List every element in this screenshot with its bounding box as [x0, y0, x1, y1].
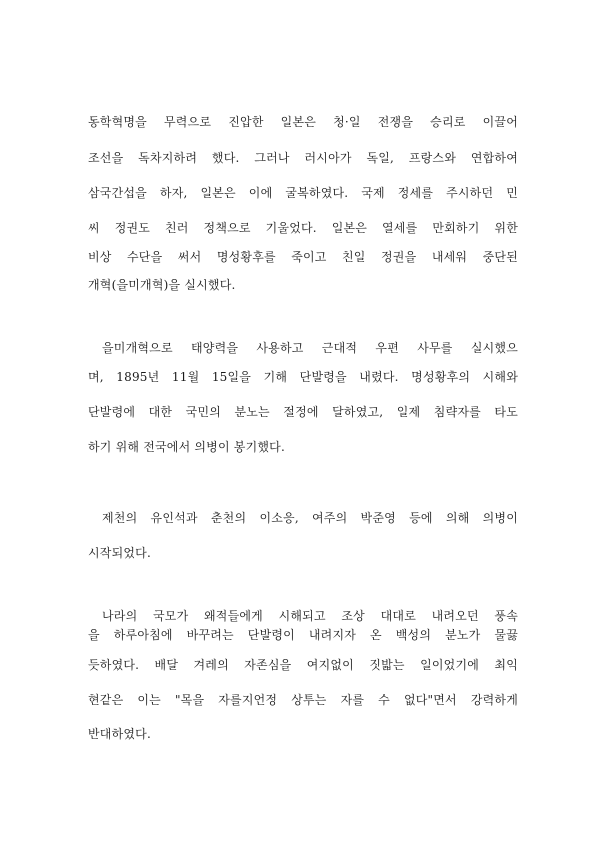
- paragraph-4-line-5: 반대하였다.: [88, 727, 151, 741]
- paragraph-4-line-2: 을 하루아침에 바꾸려는 단발령이 내려지자 온 백성의 분노가 물끓: [88, 628, 518, 642]
- paragraph-1-line-4: 씨 정권도 친러 정책으로 기울었다. 일본은 열세를 만회하기 위한: [88, 221, 518, 235]
- paragraph-4-line-1: 나라의 국모가 왜적들에게 시해되고 조상 대대로 내려오던 풍속: [102, 609, 518, 623]
- paragraph-3-line-1: 제천의 유인석과 춘천의 이소응, 여주의 박준영 등에 의해 의병이: [102, 511, 518, 525]
- paragraph-4-line-3: 듯하였다. 배달 겨레의 자존심을 여지없이 짓밟는 일이었기에 최익: [88, 658, 518, 672]
- paragraph-1-line-5: 비상 수단을 써서 명성황후를 죽이고 친일 정권을 내세워 중단된: [88, 250, 518, 264]
- paragraph-2-line-3: 단발령에 대한 국민의 분노는 절정에 달하였고, 일제 침략자를 타도: [88, 405, 518, 419]
- paragraph-3-line-2: 시작되었다.: [88, 546, 151, 560]
- paragraph-2-line-4: 하기 위해 전국에서 의병이 봉기했다.: [88, 440, 285, 454]
- paragraph-4-line-4: 현같은 이는 "목을 자를지언정 상투는 자를 수 없다"면서 강력하게: [88, 693, 518, 707]
- paragraph-1-line-3: 삼국간섭을 하자, 일본은 이에 굴복하였다. 국제 정세를 주시하던 민: [88, 186, 518, 200]
- paragraph-2-line-1: 을미개혁으로 태양력을 사용하고 근대적 우편 사무를 실시했으: [102, 341, 518, 355]
- paragraph-2-line-2: 며, 1895년 11월 15일을 기해 단발령을 내렸다. 명성황후의 시해와: [88, 370, 518, 384]
- paragraph-1-line-2: 조선을 독차지하려 했다. 그러나 러시아가 독일, 프랑스와 연합하여: [88, 151, 518, 165]
- paragraph-1-line-1: 동학혁명을 무력으로 진압한 일본은 청·일 전쟁을 승리로 이끌어: [88, 115, 518, 129]
- paragraph-1-line-6: 개혁(을미개혁)을 실시했다.: [88, 278, 236, 292]
